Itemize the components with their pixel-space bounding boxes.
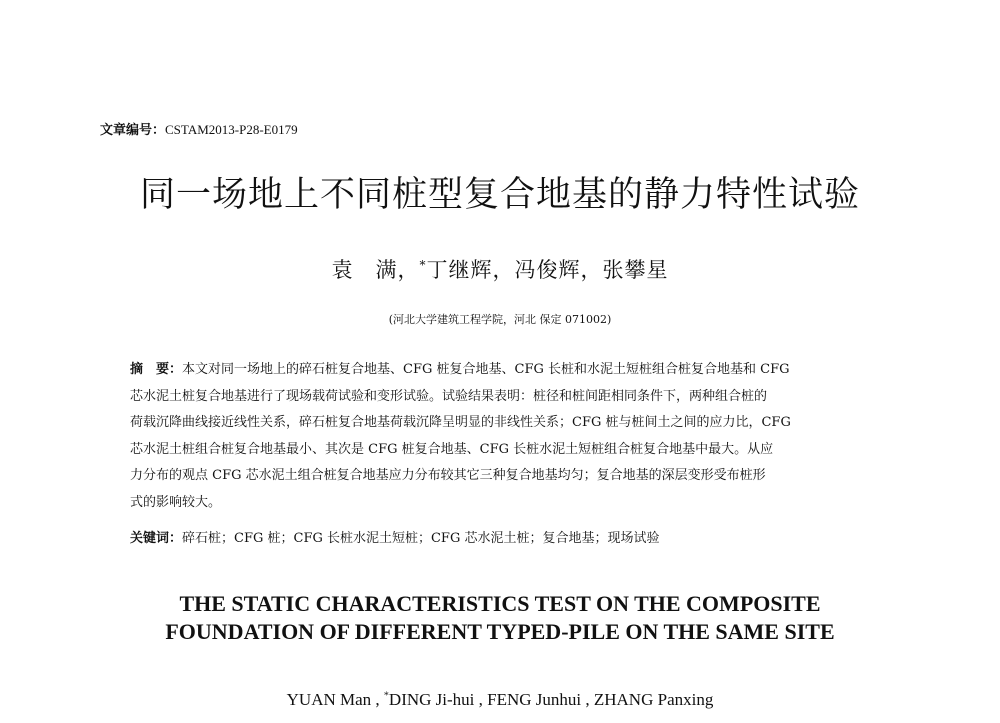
english-title-line: THE STATIC CHARACTERISTICS TEST ON THE COMPOSITE [179, 591, 821, 616]
chinese-authors-rest: 丁继辉，冯俊辉，张攀星 [426, 258, 669, 282]
article-id-label: 文章编号： [100, 123, 166, 138]
chinese-authors [0, 254, 1000, 284]
abstract-line-text: 本文对同一场地上的碎石桩复合地基、CFG 桩复合地基、CFG 长桩和水泥土短桩组合桩复合地基和 CFG [182, 362, 790, 377]
english-title [0, 590, 1000, 646]
abstract-line: 式的影响较大。 [130, 494, 222, 510]
corresponding-author-marker: * [419, 258, 427, 272]
english-authors [0, 690, 1000, 710]
keywords-label: 关键词： [130, 531, 183, 546]
abstract-line: 芯水泥土桩组合桩复合地基最小、其次是 CFG 桩复合地基、CFG 长桩水泥土短桩组合桩复合地基中最大。从应 [130, 441, 774, 457]
english-authors-rest: DING Ji-hui , FENG Junhui , ZHANG Panxing [388, 690, 714, 709]
abstract-label: 摘 要： [130, 362, 183, 377]
abstract-line [130, 357, 880, 384]
chinese-authors-first: 袁 满， [331, 258, 420, 282]
abstract-block [130, 357, 880, 517]
english-corresponding-marker: * [383, 690, 389, 702]
keywords [130, 527, 659, 546]
english-authors-first: YUAN Man , [286, 690, 384, 709]
abstract-line: 荷载沉降曲线接近线性关系，碎石桩复合地基荷载沉降呈明显的非线性关系；CFG 桩与桩间土之间的应力比，CFG [130, 415, 791, 431]
article-id-value: CSTAM2013-P28-E0179 [165, 122, 298, 137]
chinese-affiliation: (河北大学建筑工程学院，河北 保定 071002) [388, 313, 612, 326]
article-id [100, 119, 298, 138]
english-title-line: FOUNDATION OF DIFFERENT TYPED-PILE ON THE SAME SITE [165, 619, 835, 644]
keywords-text: 碎石桩；CFG 桩；CFG 长桩水泥土短桩；CFG 芯水泥土桩；复合地基；现场试验 [182, 531, 660, 546]
abstract-line: 芯水泥土桩复合地基进行了现场载荷试验和变形试验。试验结果表明：桩径和桩间距相同条件下，两种组合桩的 [130, 388, 768, 404]
abstract-line: 力分布的观点 CFG 芯水泥土组合桩复合地基应力分布较其它三种复合地基均匀；复合地基的深层变形受布桩形 [130, 468, 766, 484]
chinese-title: 同一场地上不同桩型复合地基的静力特性试验 [139, 175, 860, 215]
